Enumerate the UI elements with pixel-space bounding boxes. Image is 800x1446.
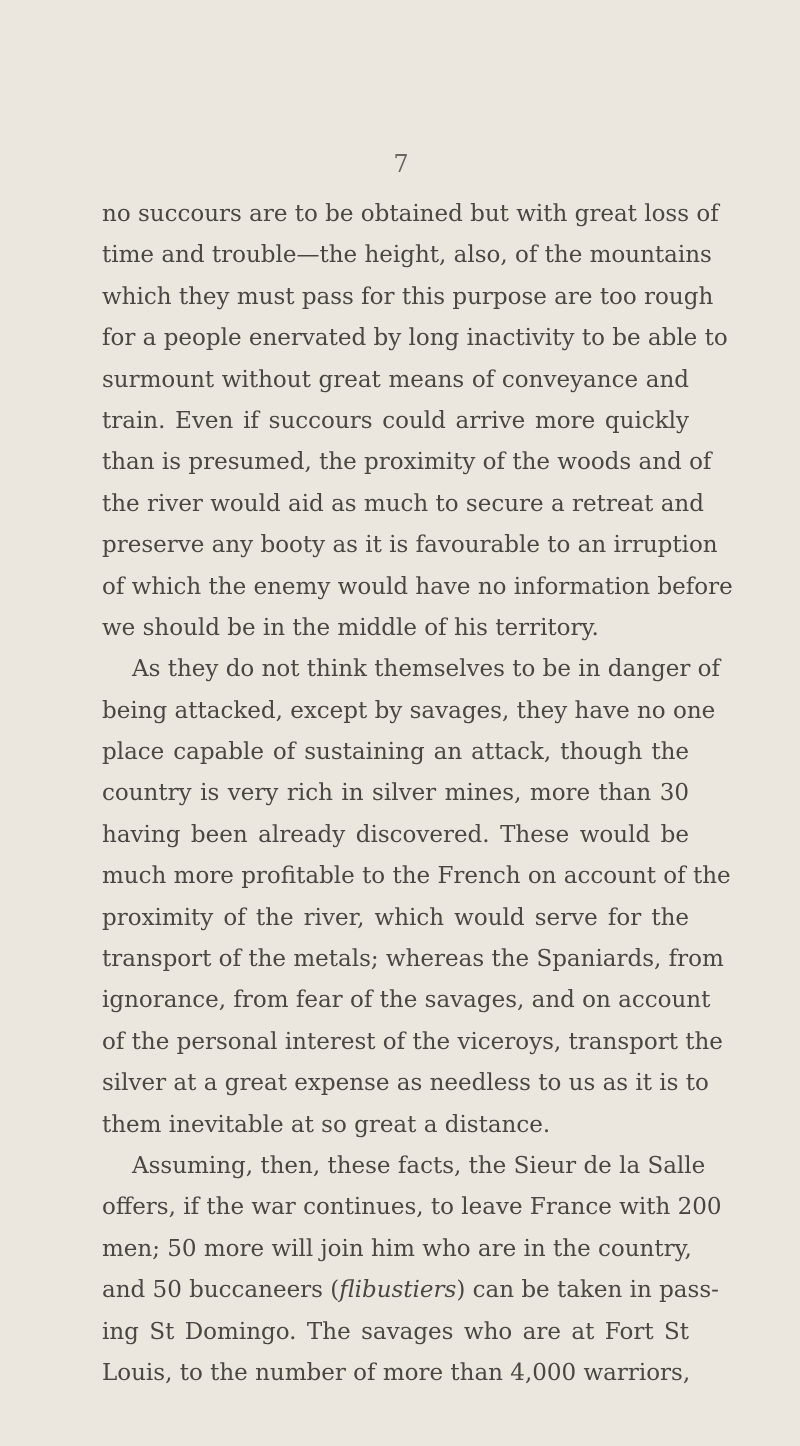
text-line [102,1270,719,1311]
text-line: having been already discovered. These would be [102,821,689,848]
text-line: Assuming, then, these facts, the Sieur de la Salle [132,1152,706,1179]
text-line: than is presumed, the proximity of the woods and of [102,449,712,476]
text-segment: and 50 buccaneers ( [102,1277,340,1304]
text-line: ignorance, from fear of the savages, and on account [102,987,711,1014]
text-line: much more profitable to the French on account of the [102,863,731,890]
text-segment: ) can be taken in pass- [456,1277,719,1304]
text-line: no succours are to be obtained but with great loss of [102,201,719,227]
text-line: ing St Domingo. The savages who are at Fort St [102,1318,689,1345]
text-line: them inevitable at so great a distance. [102,1111,551,1138]
text-line: surmount without great means of conveyance and [102,366,689,393]
italic-term: flibustiers [339,1277,457,1304]
text-line: men; 50 more will join him who are in the country, [102,1235,692,1262]
text-line: being attacked, except by savages, they have no one [102,697,716,724]
text-line: train. Even if succours could arrive more quickly [102,407,689,434]
text-line: time and trouble—the height, also, of the mountains [102,242,712,269]
text-line: place capable of sustaining an attack, though the [102,739,689,766]
text-line: we should be in the middle of his territory. [102,614,599,641]
text-line: Louis, to the number of more than 4,000 warriors, [102,1359,691,1386]
text-line: silver at a great expense as needless to us as it is to [102,1070,709,1097]
text-line: which they must pass for this purpose are too rough [102,283,714,310]
text-line: of which the enemy would have no information before [102,573,733,600]
text-line: country is very rich in silver mines, more than 30 [102,780,689,807]
page-number: 7 [393,150,409,178]
text-line: offers, if the war continues, to leave France with 200 [102,1194,722,1221]
text-line: transport of the metals; whereas the Spaniards, from [102,946,724,973]
text-line: the river would aid as much to secure a retreat and [102,490,704,517]
body-text [102,194,733,1394]
text-line: As they do not think themselves to be in danger of [132,656,721,683]
text-line: for a people enervated by long inactivity to be able to [102,325,728,352]
text-line: preserve any booty as it is favourable to an irruption [102,532,718,559]
text-line: proximity of the river, which would serve for the [102,904,689,931]
text-line: of the personal interest of the viceroys, transport the [102,1028,723,1055]
